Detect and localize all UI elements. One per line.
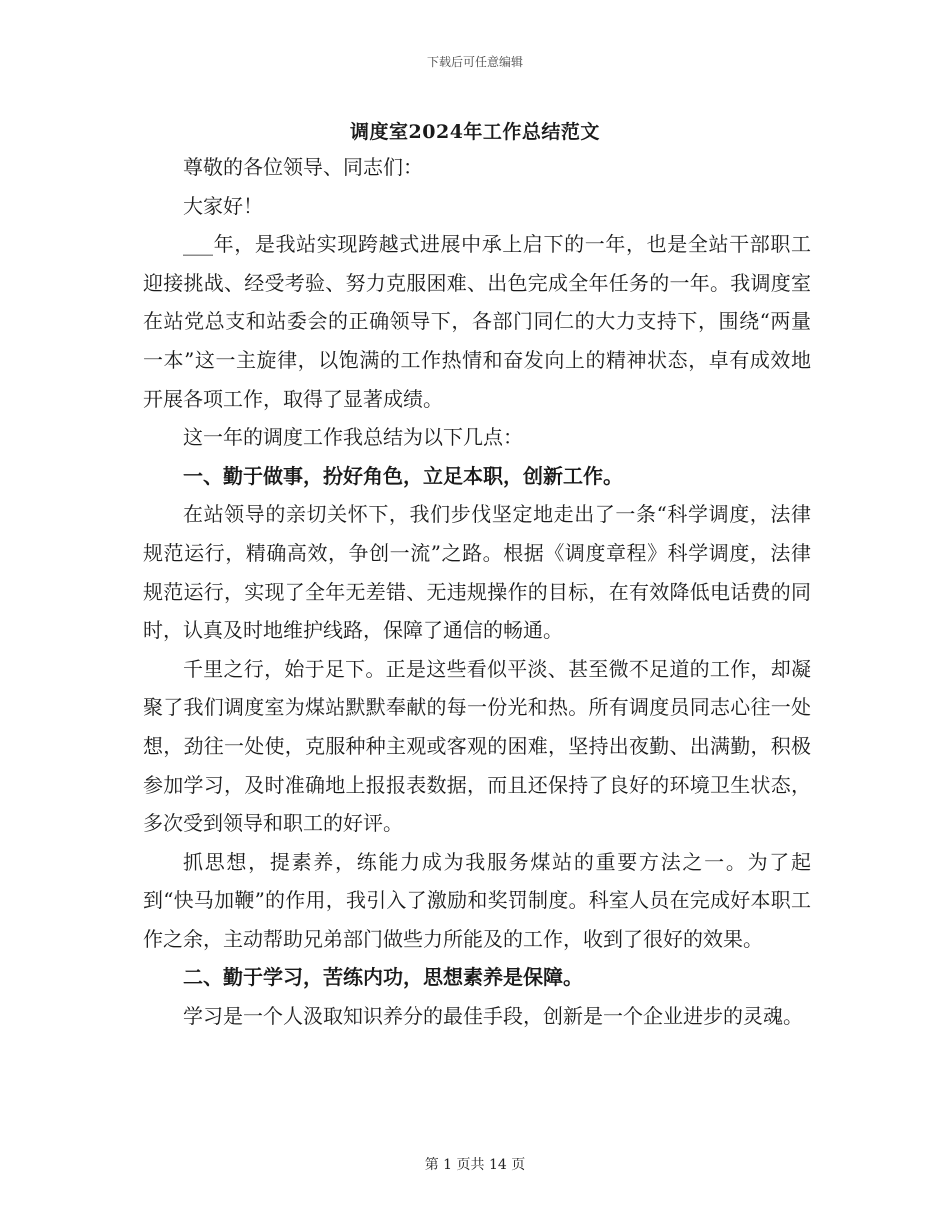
paragraph-section1-b: 千里之行，始于足下。正是这些看似平淡、甚至微不足道的工作，却凝聚了我们调度室为煤站默默奉献的每一份光和热。所有调度员同志心往一处想，劲往一处使，克服种种主观或客观的困难，坚持出夜勤、出满勤，积极参加学习，及时准确地上报报表数据，而且还保持了良好的环境卫生状态，多次受到领导和职工的好评。 <box>143 656 811 836</box>
paragraph-section2-a: 学习是一个人汲取知识养分的最佳手段，创新是一个企业进步的灵魂。 <box>183 1004 803 1029</box>
section-heading-1: 一、勤于做事，扮好角色，立足本职，创新工作。 <box>183 463 623 488</box>
page-number-footer: 第 1 页共 14 页 <box>424 1157 526 1173</box>
section-heading-2: 二、勤于学习，苦练内功，思想素养是保障。 <box>183 965 583 990</box>
paragraph-section1-a: 在站领导的亲切关怀下，我们步伐坚定地走出了一条“科学调度，法律规范运行，精确高效，争创一流”之路。根据《调度章程》科学调度，法律规范运行，实现了全年无差错、无违规操作的目标，在有效降低电话费的同时，认真及时地维护线路，保障了通信的畅通。 <box>143 502 811 643</box>
paragraph-greeting: 大家好！ <box>183 193 263 218</box>
paragraph-salutation: 尊敬的各位领导、同志们： <box>183 155 423 179</box>
document-title: 调度室2024年工作总结范文 <box>350 121 600 143</box>
paragraph-summary-lead: 这一年的调度工作我总结为以下几点： <box>183 425 523 450</box>
document-body <box>143 148 811 1036</box>
paragraph-intro: ___年，是我站实现跨越式进展中承上启下的一年，也是全站干部职工迎接挑战、经受考验、努力克服困难、出色完成全年任务的一年。我调度室在站党总支和站委会的正确领导下，各部门同仁的大力支持下，围绕“两量一本”这一主旋律，以饱满的工作热情和奋发向上的精神状态，卓有成效地开展各项工作，取得了显著成绩。 <box>143 232 811 411</box>
paragraph-section1-c: 抓思想，提素养，练能力成为我服务煤站的重要方法之一。为了起到“快马加鞭”的作用，我引入了激励和奖罚制度。科室人员在完成好本职工作之余，主动帮助兄弟部门做些力所能及的工作，收到了很好的效果。 <box>143 849 811 951</box>
page-header-note: 下载后可任意编辑 <box>426 55 523 69</box>
